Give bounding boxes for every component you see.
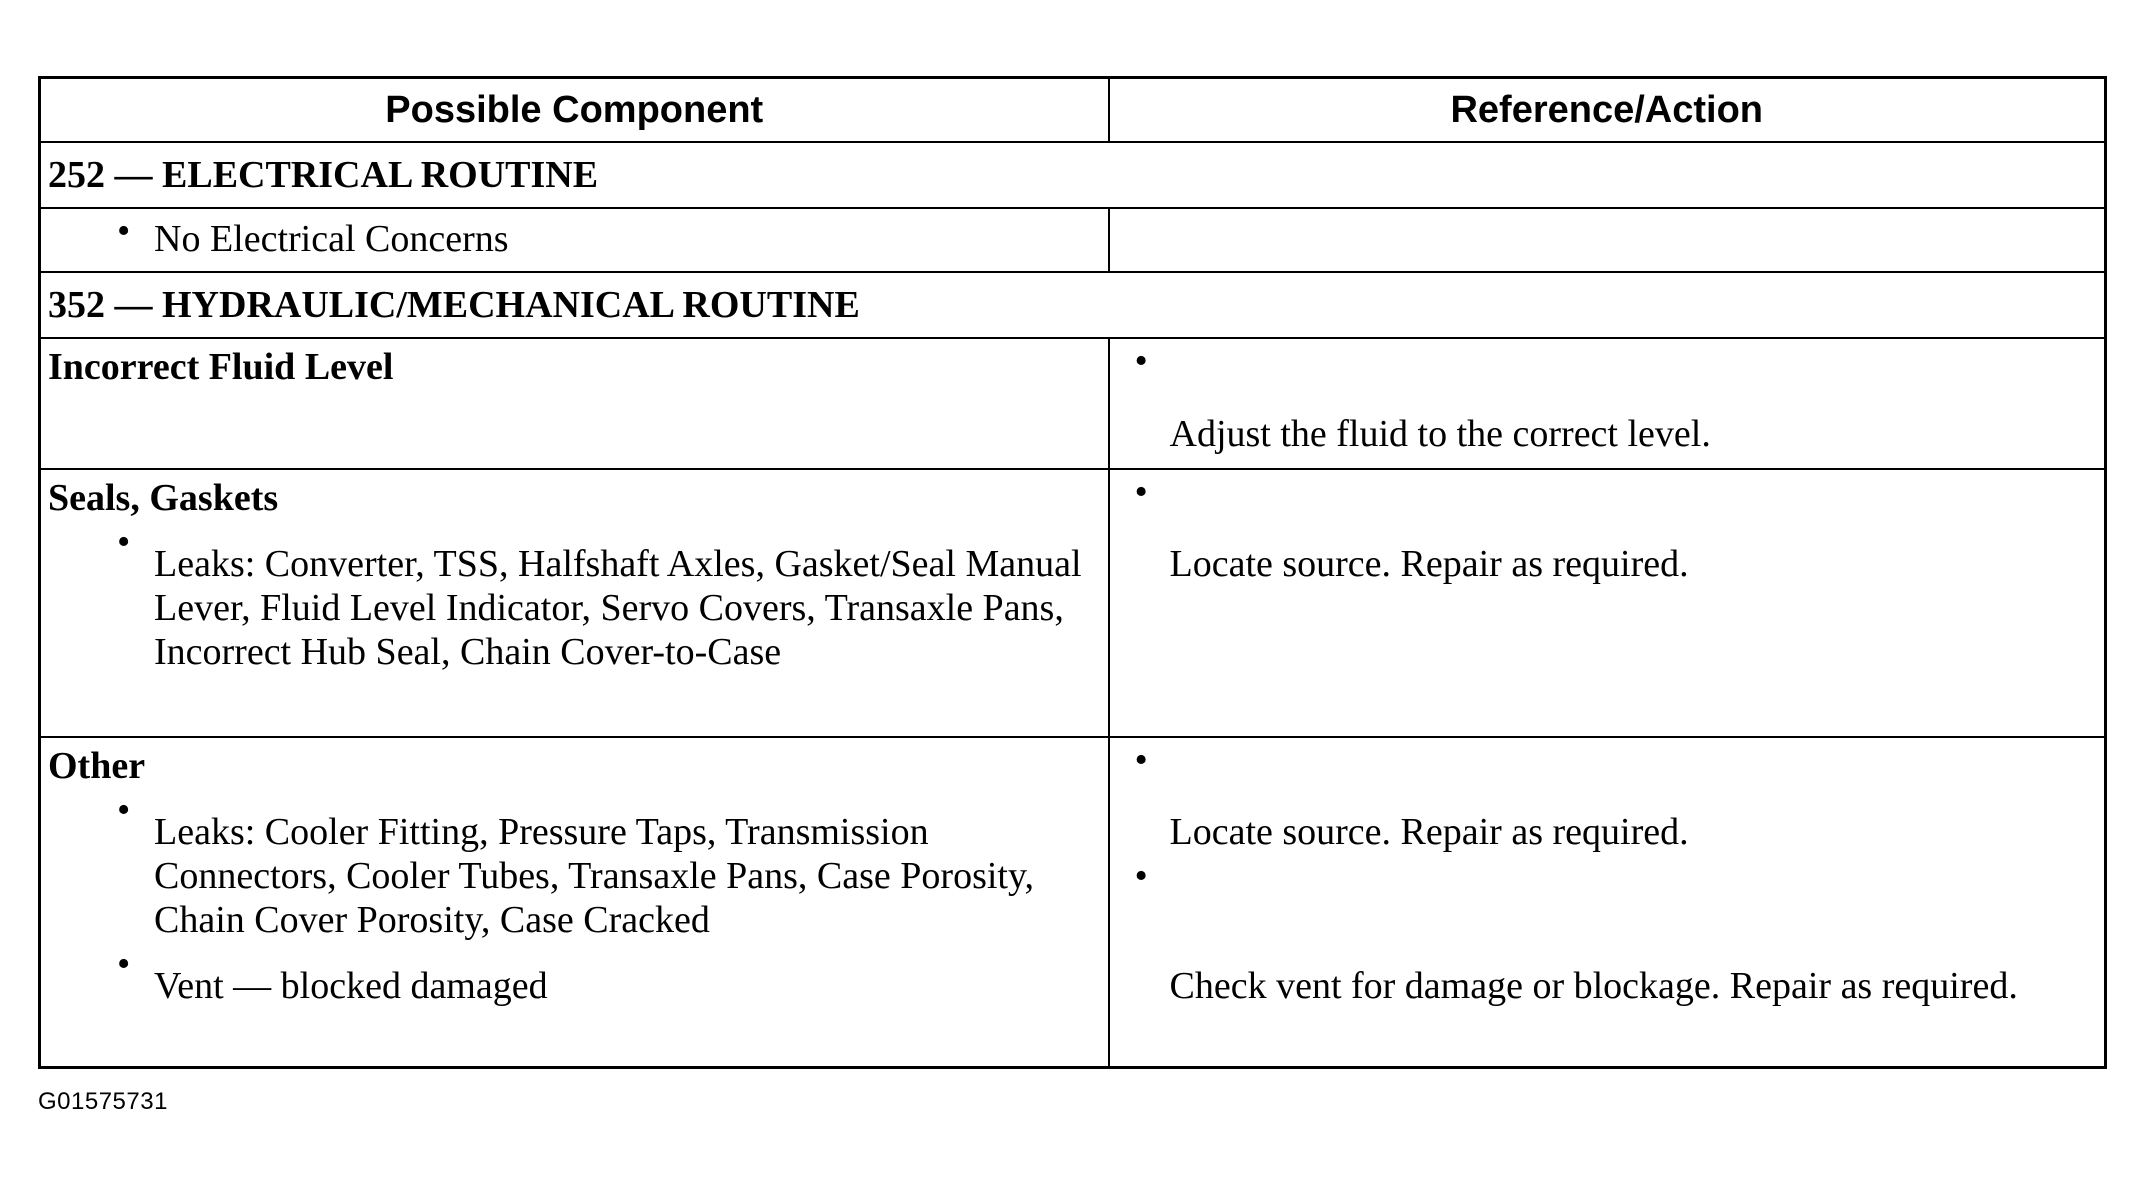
bullet-icon: • [1134,340,1148,382]
list-item [1110,738,2105,854]
action-text: Adjust the fluid to the correct level. [1169,413,1711,455]
bullet-icon: • [1134,471,1148,513]
bullet-icon: • [1134,855,1148,897]
table-row [40,338,2106,469]
action-cell [1109,469,2106,737]
action-cell [1109,338,2106,469]
action-text: Locate source. Repair as required. [1169,543,1689,585]
component-text: Leaks: Cooler Fitting, Pressure Taps, Transmission Connectors, Cooler Tubes, Transaxle Pans, Case Porosity, Chain Cover Porosity, Case Cracked [154,811,1035,941]
bullet-icon: • [117,789,131,831]
list-item [1110,470,2105,586]
bullet-icon: • [117,210,131,252]
group-title-seals: Seals, Gaskets [48,477,279,519]
component-cell [40,469,1109,737]
list-item [41,788,1108,942]
bullet-icon: • [117,943,131,985]
bullet-icon: • [117,521,131,563]
action-cell [1109,208,2106,272]
section-title-electrical: 252 — ELECTRICAL ROUTINE [40,142,2106,208]
table-row [40,208,2106,272]
header-row [40,78,2106,143]
component-text: Leaks: Converter, TSS, Halfshaft Axles, Gasket/Seal Manual Lever, Fluid Level Indicator, Servo Covers, Transaxle Pans, Incorrect Hub Seal, Chain Cover-to-Case [154,543,1082,673]
figure-id: G01575731 [38,1088,168,1115]
group-title-other: Other [48,745,146,787]
bullet-icon: • [1134,739,1148,781]
component-cell [40,208,1109,272]
header-reference-action: Reference/Action [1109,78,2106,143]
group-title-fluid-level: Incorrect Fluid Level [48,346,394,388]
component-cell [40,338,1109,469]
component-text: No Electrical Concerns [154,218,509,260]
section-row-electrical [40,142,2106,208]
action-text: Locate source. Repair as required. [1169,811,1689,853]
section-row-hydraulic [40,272,2106,338]
header-possible-component: Possible Component [40,78,1109,143]
table-row [40,737,2106,1067]
list-item [41,942,1108,1008]
list-item [1110,854,2105,1008]
diagnosis-table [38,76,2107,1069]
list-item [41,520,1108,674]
section-title-hydraulic: 352 — HYDRAULIC/MECHANICAL ROUTINE [40,272,2106,338]
list-item [1110,339,2105,456]
component-cell [40,737,1109,1067]
action-text: Check vent for damage or blockage. Repair as required. [1169,965,2018,1007]
list-item [41,209,1108,261]
component-text: Vent — blocked damaged [154,965,548,1007]
action-cell [1109,737,2106,1067]
table-row [40,469,2106,737]
